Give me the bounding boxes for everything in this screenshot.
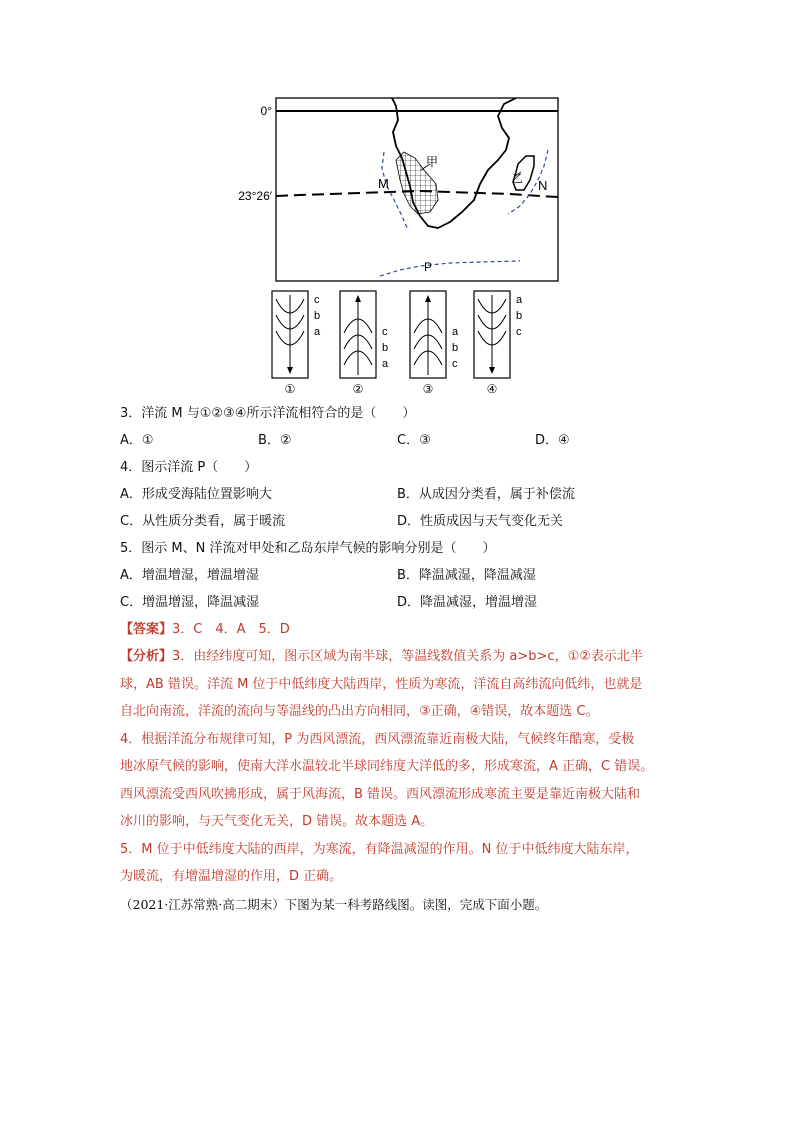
question-5-option-a[interactable]: A．增温增湿，增温增湿 — [120, 568, 259, 583]
panel-2-label-bot: a — [382, 358, 389, 370]
analysis-line-6: 西风漂流受西风吹拂形成，属于风海流，B 错误。西风漂流形成寒流主要是靠近南极大陆和 — [120, 787, 641, 802]
panel-1-label-bot: a — [314, 326, 321, 338]
question-3-option-a[interactable]: A．① — [120, 433, 154, 448]
panels-svg — [0, 285, 794, 400]
analysis-line-9: 为暖流，有增温增湿的作用，D 正确。 — [120, 869, 343, 884]
label-jia: 甲 — [426, 155, 439, 169]
panel-4-label-mid: b — [516, 310, 523, 322]
panel-2-label-top: c — [382, 326, 388, 338]
analysis-tag: 【分析】 — [120, 649, 173, 664]
analysis-line-3: 自北向南流，洋流的流向与等温线的凸出方向相同，③正确，④错误，故本题选 C。 — [120, 704, 599, 719]
panel-3-label-mid: b — [452, 342, 459, 354]
panel-1-label-mid: b — [314, 310, 321, 322]
isotherm-panels — [0, 285, 794, 400]
panel-1 — [272, 291, 308, 378]
analysis-line-1 — [120, 648, 643, 666]
question-4-option-c[interactable]: C．从性质分类看，属于暖流 — [120, 514, 286, 529]
label-n: N — [538, 178, 548, 193]
panel-3-label-top: a — [452, 326, 459, 338]
analysis-line-7: 冰川的影响，与天气变化无关，D 错误。故本题选 A。 — [120, 814, 434, 829]
question-4-option-b[interactable]: B．从成因分类看，属于补偿流 — [397, 487, 575, 502]
question-3-option-b[interactable]: B．② — [258, 433, 292, 448]
label-yi: 乙 — [512, 173, 523, 185]
answer-text: 3．C 4．A 5．D — [172, 622, 290, 637]
question-5-stem: 5．图示 M、N 洋流对甲处和乙岛东岸气候的影响分别是（ ） — [120, 541, 496, 556]
panel-3-number: ③ — [422, 382, 434, 396]
next-question-intro: （2021·江苏常熟·高二期末）下图为某一科考路线图。读图，完成下面小题。 — [120, 897, 548, 912]
analysis-line-5: 地冰原气候的影响，使南大洋水温较北半球同纬度大洋低的多，形成寒流，A 正确，C 错误。 — [120, 759, 654, 774]
panel-2-number: ② — [352, 382, 364, 396]
panel-3 — [410, 291, 446, 378]
answer-line — [120, 621, 290, 639]
question-5-option-d[interactable]: D．降温减湿，增温增湿 — [397, 595, 538, 610]
analysis-text-1: 3．由经纬度可知，图示区域为南半球，等温线数值关系为 a>b>c，①②表示北半 — [172, 649, 643, 664]
panel-1-number: ① — [284, 382, 296, 396]
question-5-option-c[interactable]: C．增温增湿，降温减湿 — [120, 595, 260, 610]
current-p — [380, 261, 520, 276]
question-3-option-d[interactable]: D．④ — [535, 433, 570, 448]
question-4-option-d[interactable]: D．性质成因与天气变化无关 — [397, 514, 564, 529]
question-3-option-c[interactable]: C．③ — [397, 433, 431, 448]
label-m: M — [378, 176, 389, 191]
panel-2-label-mid: b — [382, 342, 389, 354]
label-equator: 0° — [260, 104, 272, 118]
panel-4-label-bot: c — [516, 326, 522, 338]
panel-4-number: ④ — [486, 382, 498, 396]
analysis-line-4: 4．根据洋流分布规律可知，P 为西风漂流，西风漂流靠近南极大陆，气候终年酷寒，受极 — [120, 732, 635, 747]
panel-1-label-top: c — [314, 294, 320, 306]
question-4-stem: 4．图示洋流 P（ ） — [120, 460, 258, 475]
question-5-option-b[interactable]: B．降温减湿，降温减湿 — [397, 568, 536, 583]
label-p: P — [424, 260, 433, 274]
label-tropic: 23°26′ — [238, 189, 272, 203]
panel-3-label-bot: c — [452, 358, 458, 370]
analysis-line-2: 球，AB 错误。洋流 M 位于中低纬度大陆西岸，性质为寒流，洋流自高纬流向低纬，也就是 — [120, 677, 643, 692]
question-4-option-a[interactable]: A．形成受海陆位置影响大 — [120, 487, 272, 502]
panel-2 — [340, 291, 376, 378]
analysis-line-8: 5．M 位于中低纬度大陆的西岸，为寒流，有降温减湿的作用。N 位于中低纬度大陆东岸， — [120, 842, 639, 857]
panel-4 — [474, 291, 510, 378]
panel-4-label-top: a — [516, 294, 523, 306]
question-3-stem: 3．洋流 M 与①②③④所示洋流相符合的是（ ） — [120, 406, 416, 421]
answer-tag: 【答案】 — [120, 622, 173, 637]
